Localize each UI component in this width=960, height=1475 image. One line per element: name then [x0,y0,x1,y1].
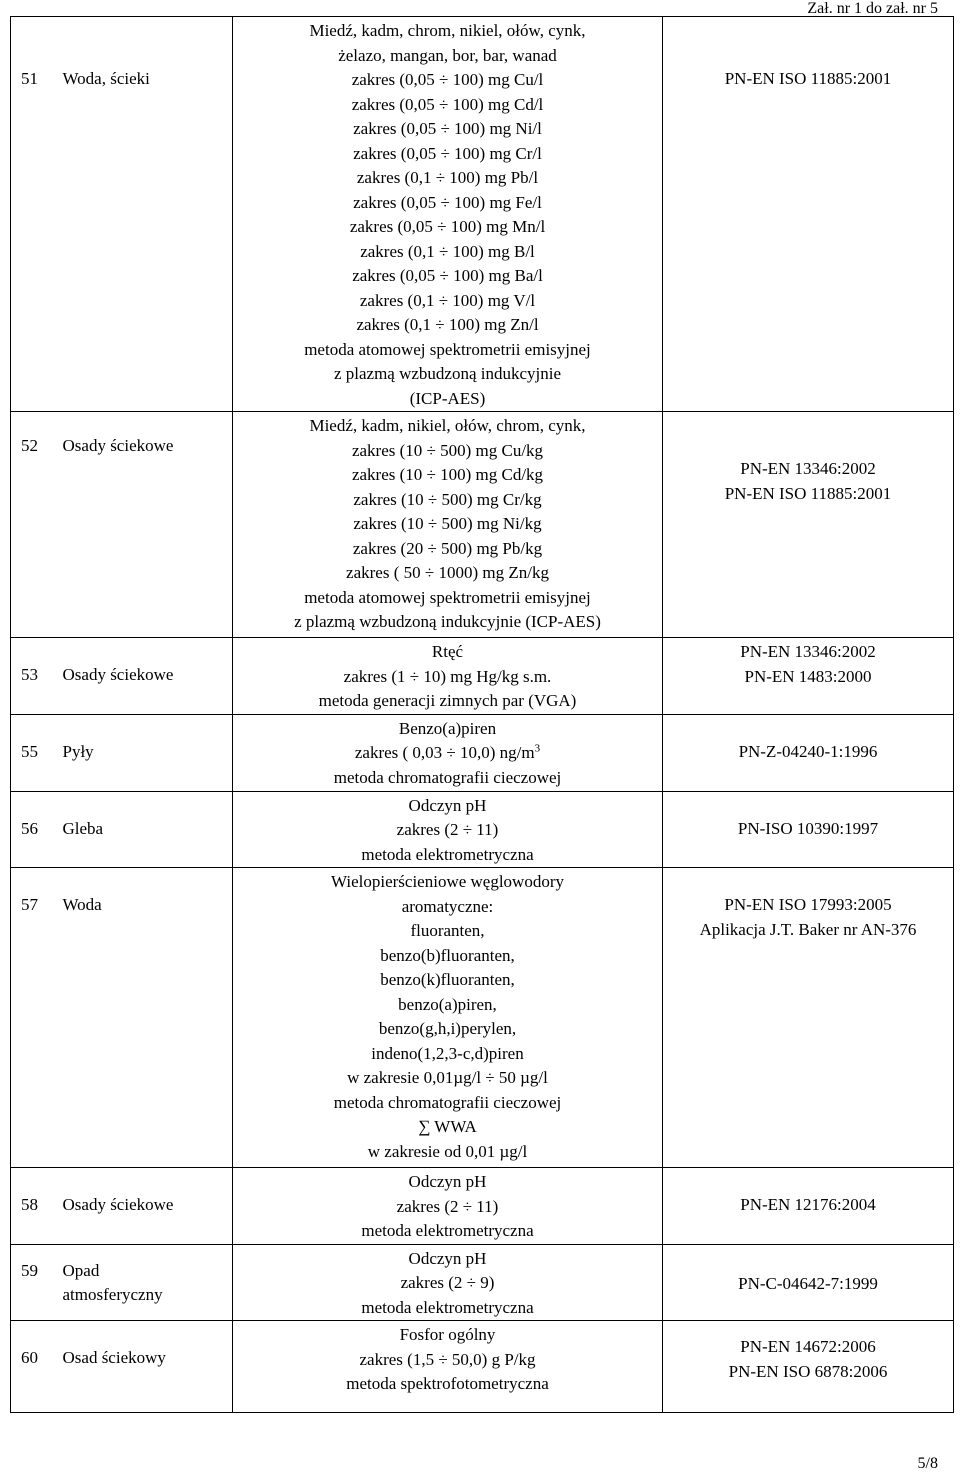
description-text: w zakresie 0,01µg/l ÷ 50 µg/l [347,1068,548,1087]
description-text: metoda chromatografii cieczowej [333,767,562,787]
row-material [63,1168,233,1245]
description-text: zakres (0,05 ÷ 100) mg Mn/l [349,217,546,236]
description-line [233,794,662,819]
description-line [233,1140,662,1165]
row-standards [663,1244,954,1321]
description-text: metoda elektrometryczna [361,1297,534,1317]
description-text: żelazo, mangan, bor, bar, wanad [338,45,557,65]
description-text: metoda spektrofotometryczna [346,1374,549,1393]
description-text: ∑ WWA [418,1117,477,1136]
description-text: zakres (20 ÷ 500) mg Pb/kg [352,538,543,558]
description-text: metoda elektrometryczna [361,1221,534,1240]
description-line [233,1271,662,1296]
description-text: zakres ( 50 ÷ 1000) mg Zn/kg [346,563,549,582]
row-description [233,638,663,715]
description-text: zakres (2 ÷ 11) [396,1196,499,1216]
table-row [11,412,954,638]
description-text: w zakresie od 0,01 µg/l [367,1141,528,1161]
material-line: Osady ściekowe [62,665,174,684]
description-line [233,993,662,1018]
description-text: zakres (0,1 ÷ 100) mg Zn/l [356,315,539,334]
row-material [63,714,233,791]
description-line [233,191,662,216]
description-text: metoda elektrometryczna [361,844,534,864]
row-standards [663,1321,954,1413]
description-line [233,1323,662,1348]
description-line [233,1042,662,1067]
standard-line: PN-ISO 10390:1997 [737,818,879,838]
row-description [233,791,663,868]
material-line: Gleba [62,818,104,838]
row-number: 53 [11,638,63,715]
attachment-label: Zał. nr 1 do zał. nr 5 [807,0,938,17]
description-text: zakres (0,1 ÷ 100) mg Pb/l [356,168,539,187]
description-line [233,717,662,742]
description-line [233,586,662,611]
description-line [233,1066,662,1091]
description-line [233,968,662,993]
description-line [233,944,662,969]
row-material [63,412,233,638]
description-line [233,1091,662,1116]
description-line [233,439,662,464]
description-text: indeno(1,2,3-c,d)piren [371,1043,524,1063]
table-row [11,714,954,791]
description-text: zakres ( 0,03 ÷ 10,0) ng/m [354,743,535,762]
description-line [233,1195,662,1220]
description-text: Wielopierścieniowe węglowodory [331,872,564,891]
standard-line: PN-EN 1483:2000 [744,666,872,686]
row-number: 58 [11,1168,63,1245]
description-text: Rtęć [431,642,464,661]
description-line [233,338,662,363]
standard-line: PN-EN ISO 11885:2001 [724,483,892,503]
description-line [233,512,662,537]
row-number: 56 [11,791,63,868]
description-line [233,1115,662,1140]
description-text: Odczyn pH [408,795,487,815]
row-number: 51 [11,17,63,412]
unit-superscript: 3 [534,742,541,755]
description-text: z plazmą wzbudzoną indukcyjnie [333,364,562,383]
description-text: metoda atomowej spektrometrii emisyjnej [304,339,591,359]
description-text: zakres (10 ÷ 500) mg Cu/kg [351,440,544,460]
row-number: 57 [11,868,63,1168]
table-row [11,17,954,412]
row-material [63,868,233,1168]
description-line [233,610,662,635]
standard-line: PN-C-04642-7:1999 [738,1273,878,1293]
description-text: fluoranten, [410,921,485,940]
description-text: zakres (10 ÷ 500) mg Cr/kg [353,489,542,509]
description-text: Fosfor ogólny [399,1325,496,1344]
row-standards [663,868,954,1168]
description-line [233,741,662,766]
description-text: zakres (0,05 ÷ 100) mg Ni/l [353,119,542,138]
row-number: 60 [11,1321,63,1413]
description-line [233,895,662,920]
row-material [63,638,233,715]
row-standards [663,1168,954,1245]
description-text: metoda chromatografii cieczowej [333,1092,562,1112]
description-text: zakres (0,05 ÷ 100) mg Cu/l [351,70,544,89]
description-line [233,919,662,944]
description-line [233,1348,662,1373]
description-line [233,1372,662,1397]
material-line: Pyły [62,741,94,761]
description-line [233,870,662,895]
table-row [11,1321,954,1413]
description-text: zakres (0,05 ÷ 100) mg Cr/l [353,143,542,163]
description-line [233,414,662,439]
row-description [233,412,663,638]
description-text: zakres (0,1 ÷ 100) mg V/l [359,290,536,310]
description-line [233,766,662,791]
row-material [63,1244,233,1321]
description-line [233,665,662,690]
description-text: zakres (2 ÷ 9) [400,1273,495,1292]
row-standards [663,17,954,412]
description-text: zakres (0,05 ÷ 100) mg Ba/l [352,266,543,285]
description-line [233,818,662,843]
description-text: zakres (0,05 ÷ 100) mg Fe/l [353,192,542,212]
row-material [63,791,233,868]
description-line [233,689,662,714]
description-line [233,1296,662,1321]
row-description [233,17,663,412]
description-line [233,68,662,93]
row-description [233,1168,663,1245]
row-number: 55 [11,714,63,791]
row-material [63,1321,233,1413]
description-line [233,537,662,562]
description-text: benzo(b)fluoranten, [380,945,515,965]
standard-line: PN-EN ISO 6878:2006 [728,1361,888,1381]
description-line [233,240,662,265]
description-text: Odczyn pH [408,1172,487,1191]
row-standards [663,412,954,638]
description-line [233,1219,662,1244]
description-line [233,387,662,412]
material-line: Woda, ścieki [62,69,150,88]
description-text: benzo(a)piren, [398,994,497,1014]
table-row [11,791,954,868]
standard-line: Aplikacja J.T. Baker nr AN-376 [699,919,917,939]
description-text: Odczyn pH [408,1248,487,1268]
material-line: Opad [62,1260,100,1280]
standard-line: PN-EN 14672:2006 [740,1337,876,1356]
row-description [233,868,663,1168]
description-line [233,362,662,387]
row-standards [663,791,954,868]
description-text: zakres (1 ÷ 10) mg Hg/kg s.m. [343,666,552,686]
standard-line: PN-EN 12176:2004 [740,1195,876,1214]
description-line [233,166,662,191]
description-line [233,1247,662,1272]
description-line [233,313,662,338]
table-row [11,868,954,1168]
description-line [233,215,662,240]
row-standards [663,638,954,715]
page-number: 5/8 [917,1455,938,1472]
description-text: metoda generacji zimnych par (VGA) [318,691,577,710]
material-line: atmosferyczny [62,1285,163,1304]
table-row [11,1244,954,1321]
description-text: zakres (1,5 ÷ 50,0) g P/kg [359,1349,536,1369]
description-line [233,19,662,44]
description-text: z plazmą wzbudzoną indukcyjnie (ICP-AES) [294,612,601,631]
description-line [233,1170,662,1195]
row-description [233,1321,663,1413]
description-line [233,561,662,586]
material-line: Woda [62,895,102,914]
description-text: zakres (10 ÷ 500) mg Ni/kg [353,514,542,533]
description-text: benzo(k)fluoranten, [380,970,515,989]
description-text: metoda atomowej spektrometrii emisyjnej [304,587,591,607]
standard-line: PN-EN 13346:2002 [740,459,876,478]
accreditation-table [10,16,954,1413]
table-row [11,638,954,715]
description-text: aromatyczne: [401,896,494,916]
description-text: (ICP-AES) [409,388,486,408]
description-line [233,142,662,167]
standard-line: PN-EN ISO 11885:2001 [724,69,892,88]
row-description [233,714,663,791]
description-line [233,488,662,513]
description-line [233,640,662,665]
description-text: zakres (10 ÷ 100) mg Cd/kg [351,465,544,484]
description-text: Miedź, kadm, chrom, nikiel, ołów, cynk, [309,21,586,40]
description-text: benzo(g,h,i)perylen, [378,1019,517,1038]
description-text: zakres (2 ÷ 11) [396,820,499,839]
standard-line: PN-Z-04240-1:1996 [738,741,878,761]
description-line [233,843,662,868]
description-text: zakres (0,05 ÷ 100) mg Cd/l [351,94,544,114]
description-line [233,463,662,488]
material-line: Osady ściekowe [62,436,174,455]
table-row [11,1168,954,1245]
description-line [233,289,662,314]
description-line [233,44,662,69]
standard-line: PN-EN ISO 17993:2005 [724,895,892,914]
description-text: zakres (0,1 ÷ 100) mg B/l [360,241,535,261]
row-description [233,1244,663,1321]
description-line [233,1017,662,1042]
row-number: 59 [11,1244,63,1321]
description-line [233,93,662,118]
description-text: Benzo(a)piren [398,718,497,738]
description-line [233,264,662,289]
standard-line: PN-EN 13346:2002 [740,642,876,661]
row-number: 52 [11,412,63,638]
material-line: Osad ściekowy [62,1348,166,1367]
row-material [63,17,233,412]
description-text: Miedź, kadm, nikiel, ołów, chrom, cynk, [309,416,586,435]
description-line [233,117,662,142]
material-line: Osady ściekowe [62,1195,174,1214]
row-standards [663,714,954,791]
